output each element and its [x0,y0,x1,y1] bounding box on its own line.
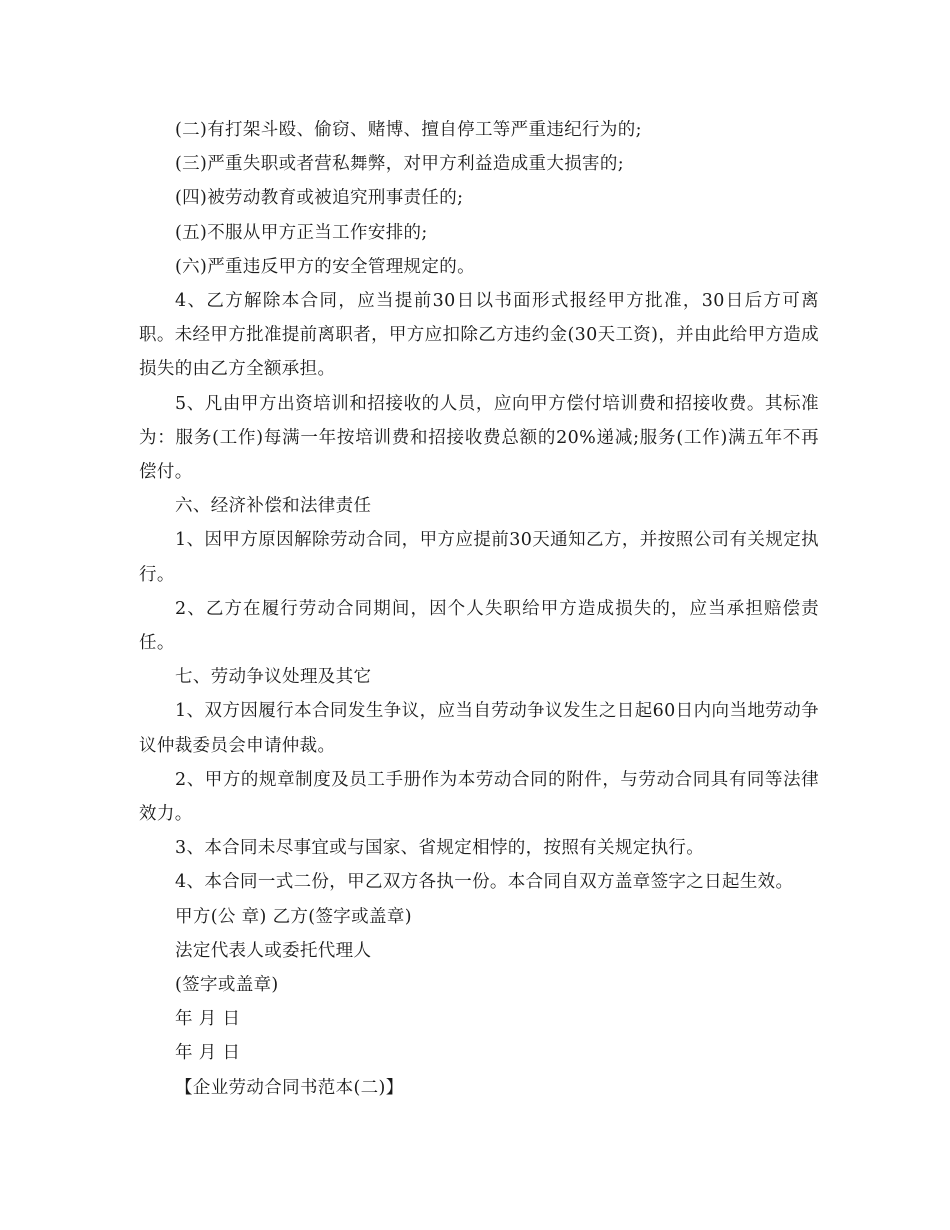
next-document-title: 【企业劳动合同书范本(二)】 [175,1077,404,1098]
signature-date-party-a: 年 月 日 [175,1009,241,1030]
clause-disputes-4: 4、本合同一式二份，甲乙双方各执一份。本合同自双方盖章签字之日起生效。 [175,872,794,893]
signature-note: (签字或盖章) [175,975,279,996]
clause-dismissal-item-6: (六)严重违反甲方的安全管理规定的。 [175,256,475,277]
clause-compensation-1: 1、因甲方原因解除劳动合同，甲方应提前30天通知乙方，并按照公司有关规定执行。 [139,530,819,585]
clause-resignation: 4、乙方解除本合同，应当提前30日以书面形式报经甲方批准，30日后方可离职。未经甲方批准提前离职者，甲方应扣除乙方违约金(30天工资)，并由此给甲方造成损失的由乙方全额承担。 [139,291,819,380]
clause-disputes-3: 3、本合同未尽事宜或与国家、省规定相悖的，按照有关规定执行。 [175,838,705,859]
clause-dismissal-item-3: (三)严重失职或者营私舞弊，对甲方利益造成重大损害的; [175,154,624,175]
section-heading-disputes: 七、劳动争议处理及其它 [175,667,372,688]
clause-training-cost: 5、凡由甲方出资培训和招接收的人员，应向甲方偿付培训费和招接收费。其标准为：服务(工作)每满一年按培训费和招接收费总额的20%递减;服务(工作)满五年不再偿付。 [139,393,819,483]
clause-compensation-2: 2、乙方在履行劳动合同期间，因个人失职给甲方造成损失的，应当承担赔偿责任。 [139,598,819,654]
clause-dismissal-item-5: (五)不服从甲方正当工作安排的; [175,222,428,243]
clause-disputes-1: 1、双方因履行本合同发生争议，应当自劳动争议发生之日起60日内向当地劳动争议仲裁委员会申请仲裁。 [139,701,819,756]
clause-disputes-2: 2、甲方的规章制度及员工手册作为本劳动合同的附件，与劳动合同具有同等法律效力。 [139,769,819,825]
clause-dismissal-item-4: (四)被劳动教育或被追究刑事责任的; [175,188,464,209]
section-heading-compensation: 六、经济补偿和法律责任 [175,496,372,517]
document-body [139,113,819,1105]
clause-dismissal-item-2: (二)有打架斗殴、偷窃、赌博、擅自停工等严重违纪行为的; [175,120,642,140]
signature-date-party-b: 年 月 日 [175,1043,241,1064]
signature-parties: 甲方(公 章) 乙方(签字或盖章) [175,906,412,927]
signature-representative: 法定代表人或委托代理人 [175,940,372,961]
